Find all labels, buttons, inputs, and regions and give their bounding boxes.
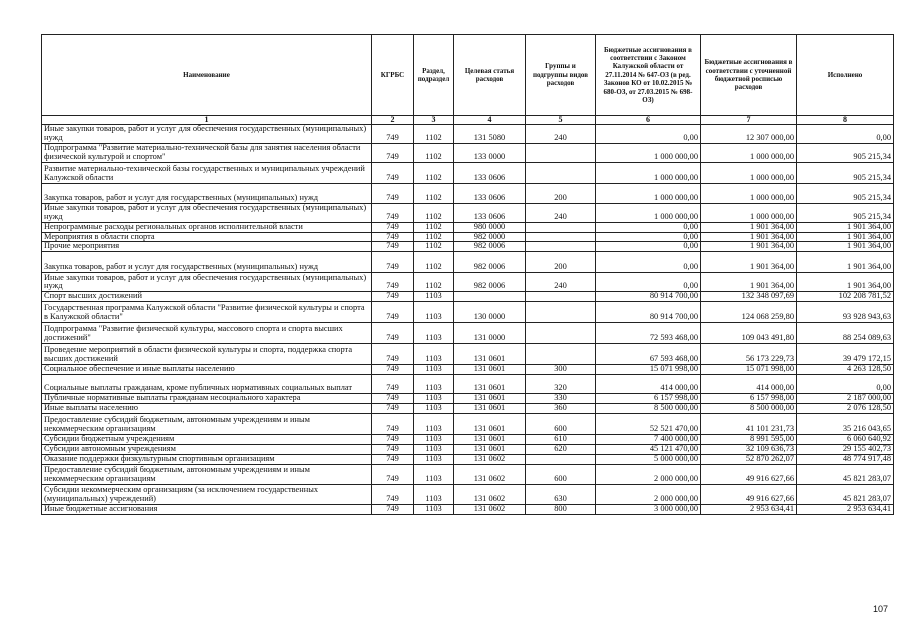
table-cell-assigned-law: 0,00 (596, 252, 701, 273)
column-number: 6 (596, 116, 701, 125)
table-cell-assigned-law: 414 000,00 (596, 375, 701, 394)
table-cell-kgrbs: 749 (372, 484, 414, 504)
table-cell-target: 131 0601 (454, 444, 526, 454)
table-cell-assigned-law: 67 593 468,00 (596, 344, 701, 365)
table-cell-executed: 88 254 089,63 (797, 323, 894, 344)
table-cell-group (526, 232, 596, 242)
column-number: 1 (42, 116, 372, 125)
table-cell-name: Субсидии бюджетным учреждениям (42, 434, 372, 444)
table-cell-executed: 2 953 634,41 (797, 504, 894, 514)
table-cell-executed: 1 901 364,00 (797, 252, 894, 273)
table-row (42, 504, 894, 514)
table-cell-group: 200 (526, 183, 596, 203)
table-cell-name: Закупка товаров, работ и услуг для государственных (муниципальных) нужд (42, 252, 372, 273)
table-cell-section: 1103 (414, 375, 454, 394)
column-number: 4 (454, 116, 526, 125)
table-cell-assigned-refined: 12 307 000,00 (701, 125, 797, 144)
table-row (42, 292, 894, 302)
table-cell-assigned-law: 80 914 700,00 (596, 292, 701, 302)
header-name: Наименование (42, 35, 372, 116)
column-number: 8 (797, 116, 894, 125)
table-cell-group: 330 (526, 394, 596, 404)
column-number: 2 (372, 116, 414, 125)
table-cell-assigned-law: 0,00 (596, 273, 701, 292)
table-cell-target: 131 0601 (454, 394, 526, 404)
table-cell-target: 131 0000 (454, 323, 526, 344)
table-cell-executed: 905 215,34 (797, 203, 894, 222)
table-cell-group (526, 242, 596, 252)
table-row (42, 323, 894, 344)
table-cell-target: 131 0602 (454, 504, 526, 514)
budget-table (41, 34, 894, 515)
table-cell-kgrbs: 749 (372, 232, 414, 242)
table-cell-section: 1103 (414, 464, 454, 484)
page-number: 107 (873, 604, 889, 614)
table-cell-kgrbs: 749 (372, 203, 414, 222)
table-cell-section: 1103 (414, 484, 454, 504)
table-cell-kgrbs: 749 (372, 323, 414, 344)
table-cell-name: Предоставление субсидий бюджетным, автономным учреждениям и иным некоммерческим организациям (42, 464, 372, 484)
header-row (42, 35, 894, 116)
table-cell-group (526, 454, 596, 464)
table-cell-section: 1103 (414, 413, 454, 434)
table-row (42, 434, 894, 444)
table-cell-assigned-refined: 32 109 636,73 (701, 444, 797, 454)
table-cell-assigned-refined: 8 500 000,00 (701, 404, 797, 414)
table-cell-kgrbs: 749 (372, 365, 414, 375)
table-body (42, 125, 894, 515)
table-cell-target: 131 0602 (454, 484, 526, 504)
table-cell-assigned-law: 0,00 (596, 242, 701, 252)
table-cell-section: 1103 (414, 404, 454, 414)
table-cell-executed: 6 060 640,92 (797, 434, 894, 444)
table-cell-group (526, 292, 596, 302)
table-cell-executed: 1 901 364,00 (797, 273, 894, 292)
table-cell-name: Подпрограмма "Развитие физической культуры, массового спорта и спорта высших достижений" (42, 323, 372, 344)
table-cell-executed: 39 479 172,15 (797, 344, 894, 365)
table-cell-group (526, 302, 596, 323)
table-cell-target: 982 0006 (454, 273, 526, 292)
table-cell-target: 133 0606 (454, 162, 526, 183)
table-cell-executed: 905 215,34 (797, 162, 894, 183)
table-cell-section: 1102 (414, 162, 454, 183)
table-row (42, 302, 894, 323)
table-cell-name: Предоставление субсидий бюджетным, автономным учреждениям и иным некоммерческим организациям (42, 413, 372, 434)
table-cell-group: 630 (526, 484, 596, 504)
table-cell-assigned-law: 1 000 000,00 (596, 203, 701, 222)
table-cell-section: 1102 (414, 125, 454, 144)
table-cell-assigned-law: 0,00 (596, 222, 701, 232)
table-cell-assigned-law: 80 914 700,00 (596, 302, 701, 323)
table-row (42, 444, 894, 454)
table-cell-section: 1103 (414, 292, 454, 302)
table-row (42, 365, 894, 375)
table-cell-target: 133 0606 (454, 183, 526, 203)
table-cell-target: 131 0601 (454, 404, 526, 414)
table-cell-section: 1103 (414, 444, 454, 454)
table-row (42, 125, 894, 144)
table-cell-section: 1102 (414, 273, 454, 292)
table-cell-target: 131 5080 (454, 125, 526, 144)
table-cell-name: Социальное обеспечение и иные выплаты населению (42, 365, 372, 375)
table-cell-name: Мероприятия в области спорта (42, 232, 372, 242)
table-cell-target: 131 0601 (454, 375, 526, 394)
table-cell-kgrbs: 749 (372, 242, 414, 252)
table-cell-group: 600 (526, 413, 596, 434)
table-cell-section: 1103 (414, 454, 454, 464)
table-cell-kgrbs: 749 (372, 404, 414, 414)
table-cell-kgrbs: 749 (372, 143, 414, 162)
table-row (42, 242, 894, 252)
table-cell-executed: 2 076 128,50 (797, 404, 894, 414)
table-cell-assigned-refined: 2 953 634,41 (701, 504, 797, 514)
table-cell-group: 240 (526, 125, 596, 144)
table-cell-assigned-law: 1 000 000,00 (596, 183, 701, 203)
table-cell-kgrbs: 749 (372, 183, 414, 203)
table-cell-assigned-refined: 49 916 627,66 (701, 484, 797, 504)
table-cell-executed: 93 928 943,63 (797, 302, 894, 323)
table-cell-section: 1102 (414, 242, 454, 252)
table-cell-executed: 1 901 364,00 (797, 222, 894, 232)
table-cell-assigned-law: 45 121 470,00 (596, 444, 701, 454)
table-row (42, 252, 894, 273)
table-row (42, 273, 894, 292)
table-cell-target: 980 0000 (454, 222, 526, 232)
table-row (42, 404, 894, 414)
table-cell-assigned-refined: 124 068 259,80 (701, 302, 797, 323)
table-cell-assigned-law: 72 593 468,00 (596, 323, 701, 344)
header-assigned-refined: Бюджетные ассигнования в соответствии с уточненной бюджетной росписью расходов (701, 35, 797, 116)
table-cell-kgrbs: 749 (372, 252, 414, 273)
table-cell-kgrbs: 749 (372, 222, 414, 232)
table-cell-name: Оказание поддержки физкультурным спортивным организациям (42, 454, 372, 464)
table-cell-kgrbs: 749 (372, 375, 414, 394)
table-cell-group: 360 (526, 404, 596, 414)
table-cell-executed: 102 208 781,52 (797, 292, 894, 302)
table-cell-section: 1102 (414, 232, 454, 242)
table-cell-name: Иные выплаты населению (42, 404, 372, 414)
table-cell-assigned-refined: 1 901 364,00 (701, 252, 797, 273)
table-cell-target: 133 0606 (454, 203, 526, 222)
table-cell-name: Подпрограмма "Развитие материально-технической базы для занятия населения области физической культурой и спортом" (42, 143, 372, 162)
table-cell-name: Прочие мероприятия (42, 242, 372, 252)
table-cell-kgrbs: 749 (372, 292, 414, 302)
table-cell-assigned-refined: 1 000 000,00 (701, 162, 797, 183)
table-cell-section: 1102 (414, 222, 454, 232)
table-cell-section: 1102 (414, 203, 454, 222)
table-cell-group (526, 344, 596, 365)
table-cell-kgrbs: 749 (372, 434, 414, 444)
table-cell-assigned-refined: 8 991 595,00 (701, 434, 797, 444)
table-cell-assigned-refined: 109 043 491,80 (701, 323, 797, 344)
header-kgrbs: КГРБС (372, 35, 414, 116)
table-cell-name: Социальные выплаты гражданам, кроме публичных нормативных социальных выплат (42, 375, 372, 394)
table-cell-section: 1103 (414, 504, 454, 514)
table-cell-kgrbs: 749 (372, 413, 414, 434)
table-cell-assigned-refined: 1 901 364,00 (701, 273, 797, 292)
table-row (42, 143, 894, 162)
table-cell-group: 600 (526, 464, 596, 484)
header-executed: Исполнено (797, 35, 894, 116)
table-row (42, 375, 894, 394)
column-number: 5 (526, 116, 596, 125)
table-cell-kgrbs: 749 (372, 125, 414, 144)
table-cell-executed: 2 187 000,00 (797, 394, 894, 404)
table-cell-kgrbs: 749 (372, 344, 414, 365)
table-cell-assigned-law: 7 400 000,00 (596, 434, 701, 444)
table-row (42, 344, 894, 365)
table-cell-assigned-refined: 1 901 364,00 (701, 242, 797, 252)
table-cell-target: 131 0602 (454, 464, 526, 484)
table-cell-assigned-law: 1 000 000,00 (596, 162, 701, 183)
table-cell-group (526, 143, 596, 162)
table-row (42, 413, 894, 434)
table-cell-executed: 1 901 364,00 (797, 232, 894, 242)
table-cell-target: 133 0000 (454, 143, 526, 162)
table-cell-group: 240 (526, 273, 596, 292)
table-cell-target: 982 0006 (454, 242, 526, 252)
table-cell-name: Государственная программа Калужской области "Развитие физической культуры и спорта в Калужской области" (42, 302, 372, 323)
table-cell-assigned-refined: 1 000 000,00 (701, 143, 797, 162)
table-cell-assigned-law: 3 000 000,00 (596, 504, 701, 514)
table-cell-assigned-refined: 6 157 998,00 (701, 394, 797, 404)
table-cell-name: Публичные нормативные выплаты гражданам несоциального характера (42, 394, 372, 404)
table-cell-target: 130 0000 (454, 302, 526, 323)
table-cell-assigned-refined: 132 348 097,69 (701, 292, 797, 302)
table-cell-name: Субсидии автономным учреждениям (42, 444, 372, 454)
table-cell-kgrbs: 749 (372, 444, 414, 454)
table-cell-assigned-law: 0,00 (596, 125, 701, 144)
table-cell-assigned-refined: 15 071 998,00 (701, 365, 797, 375)
table-cell-assigned-refined: 1 901 364,00 (701, 232, 797, 242)
table-cell-name: Иные закупки товаров, работ и услуг для обеспечения государственных (муниципальных) нужд (42, 203, 372, 222)
table-cell-name: Спорт высших достижений (42, 292, 372, 302)
table-cell-section: 1102 (414, 143, 454, 162)
table-cell-section: 1102 (414, 183, 454, 203)
table-cell-group: 320 (526, 375, 596, 394)
table-cell-assigned-law: 2 000 000,00 (596, 464, 701, 484)
table-cell-assigned-refined: 41 101 231,73 (701, 413, 797, 434)
table-row (42, 183, 894, 203)
table-row (42, 464, 894, 484)
table-cell-target: 131 0601 (454, 344, 526, 365)
column-number-row (42, 116, 894, 125)
table-cell-kgrbs: 749 (372, 302, 414, 323)
table-cell-section: 1103 (414, 365, 454, 375)
table-row (42, 484, 894, 504)
table-row (42, 162, 894, 183)
table-cell-executed: 4 263 128,50 (797, 365, 894, 375)
table-cell-executed: 905 215,34 (797, 143, 894, 162)
table-cell-executed: 35 216 043,65 (797, 413, 894, 434)
table-cell-group: 200 (526, 252, 596, 273)
table-cell-target (454, 292, 526, 302)
table-cell-assigned-law: 52 521 470,00 (596, 413, 701, 434)
table-cell-name: Непрограммные расходы региональных органов исполнительной власти (42, 222, 372, 232)
column-number: 3 (414, 116, 454, 125)
header-groups: Группы и подгруппы видов расходов (526, 35, 596, 116)
table-cell-target: 982 0006 (454, 252, 526, 273)
table-cell-section: 1103 (414, 394, 454, 404)
table-cell-group: 620 (526, 444, 596, 454)
table-cell-target: 131 0601 (454, 434, 526, 444)
table-cell-executed: 45 821 283,07 (797, 464, 894, 484)
table-cell-assigned-refined: 49 916 627,66 (701, 464, 797, 484)
table-cell-assigned-law: 15 071 998,00 (596, 365, 701, 375)
header-target: Целевая статья расходов (454, 35, 526, 116)
table-cell-name: Закупка товаров, работ и услуг для государственных (муниципальных) нужд (42, 183, 372, 203)
table-cell-name: Иные закупки товаров, работ и услуг для обеспечения государственных (муниципальных) нужд (42, 125, 372, 144)
table-cell-name: Проведение мероприятий в области физической культуры и спорта, поддержка спорта высших достижений (42, 344, 372, 365)
table-cell-name: Иные закупки товаров, работ и услуг для обеспечения государственных (муниципальных) нужд (42, 273, 372, 292)
table-cell-group: 610 (526, 434, 596, 444)
table-cell-group: 800 (526, 504, 596, 514)
table-cell-kgrbs: 749 (372, 273, 414, 292)
table-cell-target: 982 0000 (454, 232, 526, 242)
table-cell-assigned-refined: 1 901 364,00 (701, 222, 797, 232)
table-cell-section: 1103 (414, 302, 454, 323)
table-cell-group (526, 162, 596, 183)
table-row (42, 222, 894, 232)
table-cell-group: 300 (526, 365, 596, 375)
table-cell-kgrbs: 749 (372, 464, 414, 484)
table-cell-kgrbs: 749 (372, 454, 414, 464)
column-number: 7 (701, 116, 797, 125)
table-cell-assigned-law: 6 157 998,00 (596, 394, 701, 404)
table-cell-kgrbs: 749 (372, 394, 414, 404)
table-cell-executed: 0,00 (797, 125, 894, 144)
table-cell-assigned-refined: 1 000 000,00 (701, 203, 797, 222)
table-cell-target: 131 0601 (454, 413, 526, 434)
table-row (42, 203, 894, 222)
table-row (42, 394, 894, 404)
table-cell-kgrbs: 749 (372, 504, 414, 514)
table-cell-target: 131 0601 (454, 365, 526, 375)
table-cell-group (526, 222, 596, 232)
table-row (42, 232, 894, 242)
table-cell-section: 1103 (414, 434, 454, 444)
table-cell-assigned-law: 1 000 000,00 (596, 143, 701, 162)
table-cell-name: Развитие материально-технической базы государственных и муниципальных учреждений Калужской области (42, 162, 372, 183)
table-cell-section: 1103 (414, 344, 454, 365)
table-cell-executed: 1 901 364,00 (797, 242, 894, 252)
table-cell-name: Иные бюджетные ассигнования (42, 504, 372, 514)
table-cell-target: 131 0602 (454, 454, 526, 464)
table-cell-executed: 905 215,34 (797, 183, 894, 203)
table-cell-assigned-refined: 414 000,00 (701, 375, 797, 394)
table-cell-assigned-law: 5 000 000,00 (596, 454, 701, 464)
table-cell-kgrbs: 749 (372, 162, 414, 183)
table-cell-executed: 0,00 (797, 375, 894, 394)
table-cell-assigned-law: 2 000 000,00 (596, 484, 701, 504)
table-cell-executed: 45 821 283,07 (797, 484, 894, 504)
table-cell-section: 1103 (414, 323, 454, 344)
table-cell-group (526, 323, 596, 344)
table-cell-name: Субсидии некоммерческим организациям (за исключением государственных (муниципальных) учреждений) (42, 484, 372, 504)
table-cell-assigned-refined: 1 000 000,00 (701, 183, 797, 203)
table-cell-assigned-law: 8 500 000,00 (596, 404, 701, 414)
table-row (42, 454, 894, 464)
table-cell-group: 240 (526, 203, 596, 222)
header-assigned-law: Бюджетные ассигнования в соответствии с Законом Калужской области от 27.11.2014 № 647-ОЗ (в ред. Законов КО от 10.02.2015 № 680-ОЗ, от 27.03.2015 № 698-ОЗ) (596, 35, 701, 116)
table-cell-executed: 48 774 917,48 (797, 454, 894, 464)
header-section: Раздел, подраздел (414, 35, 454, 116)
table-cell-section: 1102 (414, 252, 454, 273)
table-cell-assigned-law: 0,00 (596, 232, 701, 242)
table-cell-assigned-refined: 52 870 262,07 (701, 454, 797, 464)
table-cell-executed: 29 155 402,73 (797, 444, 894, 454)
table-cell-assigned-refined: 56 173 229,73 (701, 344, 797, 365)
